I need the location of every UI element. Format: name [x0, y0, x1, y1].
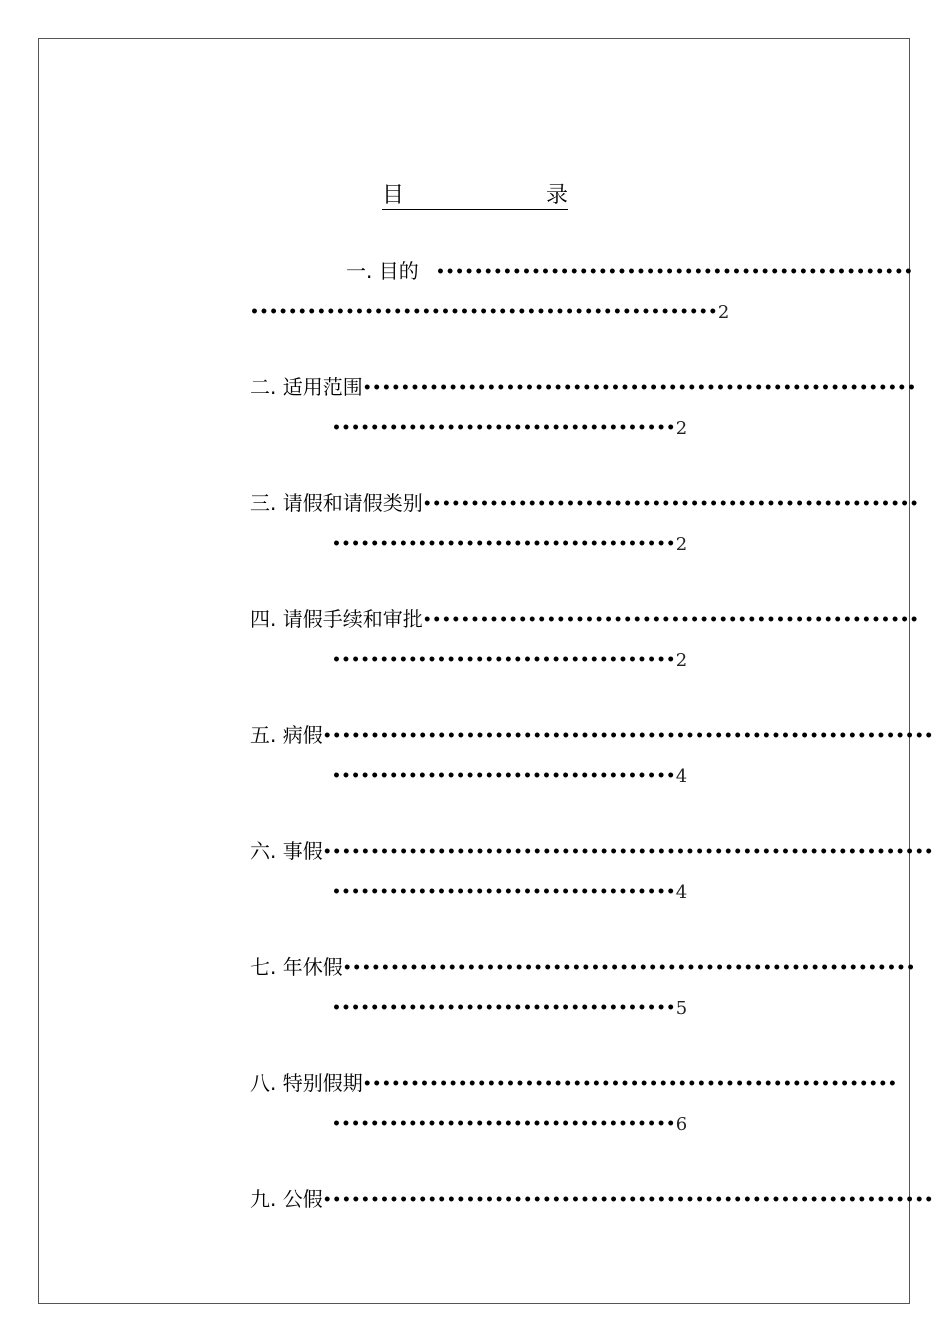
toc-entry-4-line-2: [332, 646, 688, 672]
toc-entry-page: 2: [675, 650, 688, 671]
toc-entry-5-line-1: [250, 722, 934, 748]
toc-entry-label: 七. 年休假: [250, 955, 343, 979]
leader-dots: ••••••••••••••••••••••••••••••••••••••••••••••••••••••••••••••••: [322, 728, 934, 744]
toc-entry-label: 五. 病假: [250, 723, 323, 747]
toc-entry-page: 4: [675, 882, 688, 903]
leader-dots: ••••••••••••••••••••••••••••••••••••••••••••••••••••••••••: [362, 380, 917, 396]
toc-entry-4-line-1: [250, 606, 920, 632]
toc-entry-1-line-2: [250, 298, 730, 324]
toc-entry-8-line-1: [250, 1070, 898, 1096]
leader-dots: ••••••••••••••••••••••••••••••••••••: [332, 768, 676, 784]
leader-dots: ••••••••••••••••••••••••••••••••••••: [332, 536, 676, 552]
leader-dots: ••••••••••••••••••••••••••••••••••••••••••••••••••••••••••••: [342, 960, 916, 976]
toc-entry-6-line-2: [332, 878, 688, 904]
toc-entry-page: 4: [675, 766, 688, 787]
toc-entry-8-line-2: [332, 1110, 688, 1136]
leader-dots: •••••••••••••••••••••••••••••••••••••••••••••••••: [250, 304, 718, 320]
toc-entry-label: 九. 公假: [250, 1187, 323, 1211]
leader-dots: ••••••••••••••••••••••••••••••••••••: [332, 652, 676, 668]
toc-entry-label: 八. 特别假期: [250, 1071, 363, 1095]
leader-dots: ••••••••••••••••••••••••••••••••••••••••••••••••••: [425, 264, 914, 280]
leader-dots: ••••••••••••••••••••••••••••••••••••••••••••••••••••: [422, 496, 920, 512]
leader-dots: ••••••••••••••••••••••••••••••••••••: [332, 420, 676, 436]
leader-dots: ••••••••••••••••••••••••••••••••••••: [332, 1000, 676, 1016]
toc-entry-5-line-2: [332, 762, 688, 788]
leader-dots: ••••••••••••••••••••••••••••••••••••••••••••••••••••: [422, 612, 920, 628]
leader-dots: ••••••••••••••••••••••••••••••••••••: [332, 1116, 676, 1132]
toc-entry-2-line-2: [332, 414, 688, 440]
toc-entry-label: 二. 适用范围: [250, 375, 363, 399]
toc-entry-page: 2: [717, 302, 730, 323]
toc-entry-label: 三. 请假和请假类别: [250, 491, 423, 515]
toc-entry-2-line-1: [250, 374, 917, 400]
toc-entry-7-line-1: [250, 954, 916, 980]
toc-entry-page: 2: [675, 418, 688, 439]
leader-dots: ••••••••••••••••••••••••••••••••••••••••••••••••••••••••••••••••: [322, 1192, 934, 1208]
toc-entry-7-line-2: [332, 994, 688, 1020]
toc-entry-label: 六. 事假: [250, 839, 323, 863]
toc-entry-page: 6: [675, 1114, 688, 1135]
toc-title: [382, 182, 568, 210]
toc-entry-label: 四. 请假手续和审批: [250, 607, 423, 631]
toc-entry-label: 一. 目的: [346, 259, 419, 283]
leader-dots: ••••••••••••••••••••••••••••••••••••••••••••••••••••••••: [362, 1076, 898, 1092]
toc-entry-page: 2: [675, 534, 688, 555]
toc-entry-1-line-1: [346, 258, 914, 284]
toc-title-left: 目: [382, 183, 405, 208]
toc-entry-3-line-1: [250, 490, 920, 516]
leader-dots: ••••••••••••••••••••••••••••••••••••: [332, 884, 676, 900]
toc-title-right: 录: [545, 183, 568, 208]
toc-entry-page: 5: [675, 998, 688, 1019]
toc-entry-9-line-1: [250, 1186, 934, 1212]
toc-entry-6-line-1: [250, 838, 934, 864]
leader-dots: ••••••••••••••••••••••••••••••••••••••••••••••••••••••••••••••••: [322, 844, 934, 860]
toc-entry-3-line-2: [332, 530, 688, 556]
